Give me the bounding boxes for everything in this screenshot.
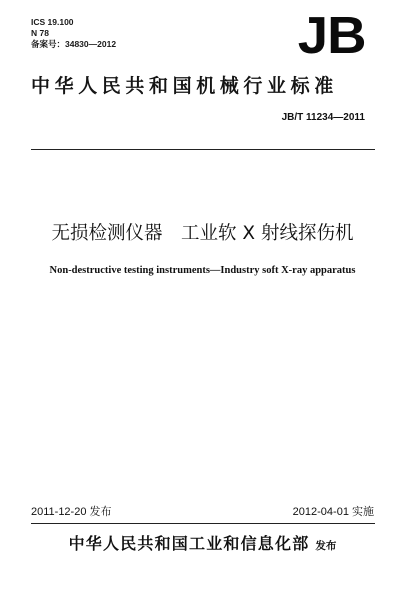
publisher	[0, 531, 405, 554]
ics-code: ICS 19.100	[31, 17, 74, 27]
document-title-chinese: 无损检测仪器 工业软 X 射线探伤机	[51, 223, 354, 244]
classification-code: N 78	[31, 28, 49, 38]
jb-logo: JB	[297, 7, 365, 65]
publisher-label: 发布	[315, 540, 337, 552]
document-title-english: Non-destructive testing instruments—Industry soft X-ray apparatus	[49, 265, 356, 276]
standard-category-title: 中华人民共和国机械行业标准	[31, 75, 338, 97]
publisher-name: 中华人民共和国工业和信息化部	[68, 534, 310, 553]
record-number: 备案号：34830—2012	[31, 39, 117, 49]
bottom-divider	[31, 523, 375, 524]
issue-date: 2011-12-20 发布	[31, 506, 112, 518]
standard-number: JB/T 11234—2011	[281, 112, 365, 123]
top-divider	[31, 149, 375, 150]
implementation-date: 2012-04-01 实施	[292, 506, 374, 518]
